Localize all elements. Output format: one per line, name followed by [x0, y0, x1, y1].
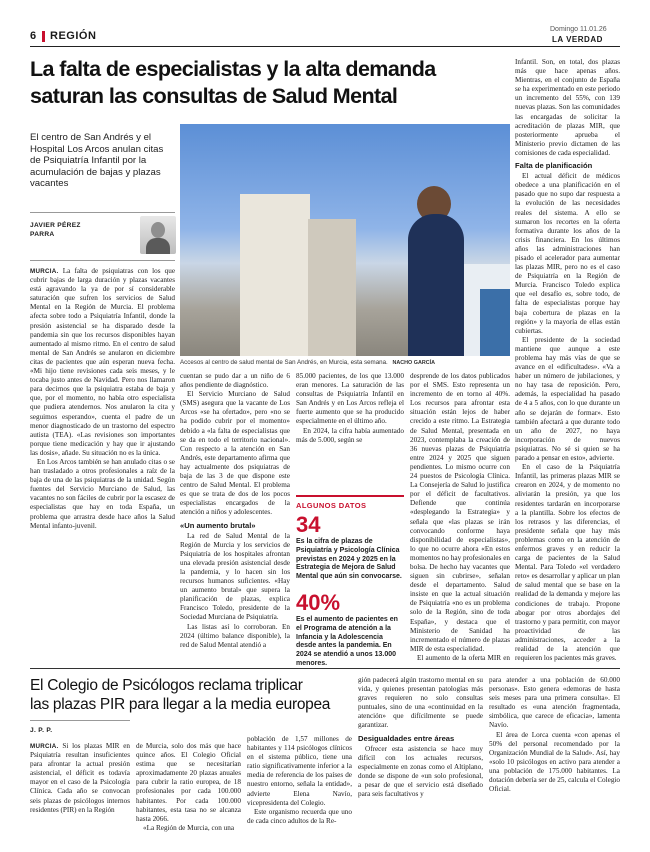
article2-col1-paragraph [30, 742, 130, 815]
data-box-title: ALGUNOS DATOS [296, 501, 367, 510]
header-rule [30, 46, 620, 47]
article1-col4-paragraph: desprende de los datos publicados por el SMS. Esto representa un incremento de en torno al 40%. Los recursos para afrontar esta situación están lejos de haber crecido a este ritmo. La Estrategia de Salud Mental, presentada en 2023, contemplaba la creación de 36 nuevas plazas de Psiquiatría entre 2024 y 2025 que siguen pendientes. Lo mismo ocurre con 24 puestos de Psicología Clínica. La Consejería de Salud lo justifica por el déficit de facultativos. Defiende que continúa «desplegando la Estrategia» y señala que «las plazas se irán convocando conforme haya disponibilidad de especialistas», lo que no ocurre ahora «En estos momentos no hay profesionales en bolsa. De hecho hay vacantes que siguen sin cubrirse», señalan desde el departamento. Salud insiste en que la actual situación de Psiquiatría «no es un problema solo de la Región, sino de toda España», y destaca que el Ministerio de Sanidad ha incrementado el número de plazas MIR de esta especialidad. [410, 372, 510, 653]
article2-col2-paragraph: «La Región de Murcia, con una [143, 823, 235, 832]
article1-photo [180, 124, 510, 356]
article1-col2-paragraph: La red de Salud Mental de la Región de Murcia y los servicios de Psiquiatría de los hospitales afrontan una elevada presión asistencial desde la pandemia, y lo hacen sin los recursos humanos suficientes. «Hay un aumento brutal» que supera la planificación de plazas, explica Francisco Toledo, presidente de la Sociedad Murciana de Psiquiatría. [180, 531, 290, 622]
author-name-line2: PARRA [30, 231, 55, 238]
author-avatar-body [146, 238, 170, 254]
article1-col5-paragraph: Infantil. Son, en total, dos plazas más que hace apenas años. Mientras, en el conjunto de España se ha experimentado en este periodo un incremento del 55%, con 139 nuevas plazas. Son las comunidades las encargadas de solicitar la acreditación de plazas MIR, que posteriormente aprueba el Ministerio previo dictamen de las comisiones de cada especialidad. [515, 58, 620, 157]
page-number: 6 [30, 30, 37, 42]
article2-column-1 [30, 742, 130, 847]
article1-col4-paragraph: El aumento de la oferta MIR en [417, 653, 510, 662]
article2-column-5 [489, 676, 620, 847]
section-label: REGIÓN [50, 30, 97, 42]
article2-col5-paragraph: para atender a una población de 60.000 personas». Esto genera «demoras de hasta seis meses para una primera consulta». El resultado es «una atención fragmentada, simbólica, que carece de eficacia», lamenta Navío. [489, 676, 620, 730]
photo-person-coat [408, 214, 464, 356]
photo-caption: Accesos al centro de salud mental de San Andrés, en Murcia, esta semana. [180, 359, 388, 366]
article2-author-rule [30, 720, 130, 721]
article1-headline-line1: La falta de especialistas y la alta demanda [30, 57, 436, 81]
article1-deck: El centro de San Andrés y el Hospital Los Arcos anulan citas de Psiquiatría Infantil por la acumulación de bajas y plazas vacantes [30, 132, 164, 190]
data-box [296, 495, 404, 667]
section-marker [42, 31, 45, 42]
photo-glass-facade [480, 289, 510, 356]
article1-col1-text: La falta de psiquiatras con los que cubrir bajas de larga duración y plazas vacantes está agravando la ya de por sí considerable saturación que sufren los servicios de Salud Mental en la Región de Murcia. El problema afecta sobre todo a Psiquiatría Infantil, donde la presión asistencial se ha disparado desde la pandemia sin que los recursos disponibles hayan aumentado al mismo ritmo. En el centro de salud mental de San Andrés se anularon en diciembre citas de pacientes que aún esperan nueva fecha. «Mi hijo tiene revisiones cada seis meses, y le tocaba justo antes de Navidad. Pero nos llamaron para decirnos que la psiquiatra estaba de baja y que, por el momento, no había otro especialista que pudiera atendernos. Nos anularon la cita y seguimos esperando», cuenta el padre de un menor diagnosticado de un trastorno del espectro autista (TEA). «Las revisiones son importantes porque tiene medicación y hay que ir ajustando las dosis», añade. Su situación no es la única. [30, 267, 175, 457]
photo-caption-row [180, 359, 510, 366]
article1-col2-paragraph: El Servicio Murciano de Salud (SMS) asegura que la vacante de Los Arcos «se ha ofertado», pero «no se ha podido cubrir por el momento» debido a «la falta de especialistas que se da en todo el territorio nacional». Con respecto a la atención en San Andrés, este departamento afirma que hay actualmente dos psiquiatras de baja de las 3 de que dispone este centro de Salud Mental. El problema es que se trata de dos de los pocos especialistas encargados de la atención a niños y adolescentes. [180, 390, 290, 517]
data-box-top-rule [296, 495, 404, 497]
author-avatar-head [151, 222, 165, 238]
article2-headline [30, 676, 390, 714]
article1-column-4 [410, 372, 510, 662]
article2-author: J. P. P. [30, 727, 53, 734]
article2-column-4 [358, 676, 483, 847]
article1-col1-paragraph [30, 267, 175, 458]
article1-col5-paragraph: El actual déficit de médicos obedece a una planificación en el pasado que no supo dar respuesta a la evolución de las necesidades reales del sistema. A ello se sumaron los recortes en la oferta formativa durante los años de la crisis financiera. En los últimos años las administraciones han pisado el acelerador para aumentar las plazas MIR, pero no es el caso de Psiquiatría en la Región de Murcia. Francisco Toledo explica que «el desafío es, sobre todo, de falta de especialistas porque hay baja cobertura de plazas en la región» y la mayoría de ellas están cubiertas. [515, 172, 620, 335]
article2-headline-line2: las plazas PIR para llegar a la media europea [30, 696, 331, 713]
article1-col3-paragraph: 85.000 pacientes, de los que 13.000 eran menores. La saturación de las consultas de Psiquiatría Infantil en San Andrés y en Los Arcos refleja el fuerte aumento que se ha producido especialmente en el último año. [296, 372, 404, 426]
article1-col5-paragraph: El presidente de la sociedad mantiene que aunque a este problema hay más vías de que se avance en el «dificultades». «Va a haber un número de jubilaciones, y no hay tasa de reposición. Pero, además, la especialidad ha pasado de 4 a 5 años, con lo que durante un año se dejarán de formar». Esto también afectará a que durante todo un año de 2027, no haya incorporación de nuevos psiquiatras. No sé si quien se ha parado a pensar en esto», advierte. [515, 335, 620, 463]
photo-building-left [240, 194, 310, 356]
article1-col3-paragraph: En 2024, la cifra había aumentado más de 5.000, según se [296, 426, 404, 444]
article1-col2-paragraph: cuentan se pudo dar a un niño de 6 años pendiente de diagnóstico. [180, 372, 290, 390]
photo-building-mid [308, 219, 356, 356]
article2-column-2 [136, 742, 241, 847]
data-box-stat-2: 40% [296, 589, 341, 615]
photo-credit: NACHO GARCÍA [392, 360, 436, 366]
article1-column-1 [30, 267, 175, 662]
article2-col1-text: Si los plazas MIR en Psiquiatría resultan insuficientes para afrontar la actual presión asistencial, el déficit es todavía mayor en el caso de la Psicología Clínica. Cada año se convocan seis plazas de psicólogos internos residentes (PIR) en la Región [30, 742, 130, 814]
author-name: JAVIER PÉREZ [30, 222, 81, 229]
article1-column-3 [296, 372, 404, 490]
article1-subhead: Falta de planificación [515, 161, 593, 171]
dateline: MURCIA. [30, 743, 59, 750]
data-box-stat-1: 34 [296, 512, 321, 537]
article2-subhead: Desigualdades entre áreas [358, 733, 455, 743]
article1-subhead: «Un aumento brutal» [180, 520, 256, 530]
author-bottom-rule [30, 260, 175, 261]
article1-headline-line2: saturan las consultas de Salud Mental [30, 84, 398, 108]
article2-col2-paragraph: de Murcia, solo dos más que hace quince años. El Colegio Oficial estima que se necesitarían aproximadamente 20 plazas anuales para cubrir la ratio europea, de 18 profesionales por cada 100.000 habitantes. Por cada 100.000 habitantes, esta tasa no se alcanza hasta 2066. [136, 742, 241, 823]
data-box-text-2: Es el aumento de pacientes en el Programa de atención a la Infancia y la Adolescencia desde antes la pandemia. En 2024 se atendió a unos 13.000 menores. [296, 615, 398, 667]
article1-column-5 [515, 58, 620, 662]
author-avatar [140, 216, 176, 254]
article1-headline [30, 56, 510, 110]
article1-column-2 [180, 372, 290, 662]
article2-col5-paragraph: El área de Lorca cuenta «con apenas el 50% del personal recomendado por la Organización Mundial de la Salud». Así, hay «solo 10 psicólogos en activo para atender a una población de 175.000 habitantes. La dotación debería ser de 25, calcula el Colegio Oficial. [489, 730, 620, 794]
article1-col1-paragraph: En Los Arcos también se han anulado citas o se han trasladado a otros profesionales a raíz de la baja de una de las psiquiatras de la unidad. Según fuentes del Servicio Murciano de Salud, las vacantes no son fáciles de cubrir por la escasez de especialistas que hay en toda España, un problema que arrastra desde hace años la Salud Mental infanto-juvenil. [30, 457, 175, 530]
article2-col3-paragraph: población de 1,57 millones de habitantes y 114 psicólogos clínicos en el sistema público, tiene una ratio significativamente inferior a la media de referencia de los países de nuestro entorno, señala la entidad», advierte Elena Navío, vicepresidenta del Colegio. [247, 735, 352, 807]
article2-col4-paragraph: gión padecerá algún trastorno mental en su vida, y quienes presentan patologías más graves requieren no solo consultas puntuales, sino de una «continuidad en la atención» que difícilmente se puede garantizar. [358, 676, 483, 730]
author-rule [30, 212, 175, 213]
article2-column-3 [247, 735, 352, 847]
data-box-text-1: Es la cifra de plazas de Psiquiatría y Psicología Clínica previstas en 2024 y 2025 en la Estrategia de Mejora de Salud Mental que aún sin convocarse. [296, 538, 402, 581]
article1-col5-paragraph: En el caso de la Psiquiatría Infantil, las primeras plazas MIR se crearon en 2024, y de momento no aliviarán la presión, ya que los residentes tardarán en incorporarse a la plantilla. Sobre los efectos de los retrasos y las diferencias, el presidente señala que hay más problemas como en la atención de enfermos graves y en reducir la carga de pacientes de la Salud Mental. Para Toledo «el verdadero reto» es desarrollar y aplicar un plan de salud mental que se base en la realidad de la demanda y mejore las condiciones de trabajo. Propone abogar por otros abordajes del trastorno y para permitir, con mayor proactividad de las administraciones, acceder a la realidad de la atención que requieren los pacientes más graves. [515, 463, 620, 662]
article1-col2-paragraph: Las listas así lo corroboran. En 2024 (último balance disponible), la red de Salud Mental atendió a [180, 622, 290, 649]
article2-col4-paragraph: Ofrecer esta asistencia se hace muy difícil con los actuales recursos, especialmente en zonas como el Altiplano, donde se dispone de «un solo profesional, a pesar de que el servicio está diseñado para seis facultativos y [358, 744, 483, 799]
article-separator [30, 668, 620, 669]
dateline: MURCIA. [30, 268, 59, 275]
newspaper-name: LA VERDAD [552, 35, 603, 44]
issue-date: Domingo 11.01.26 [550, 26, 607, 33]
article2-col3-paragraph: Este organismo recuerda que uno de cada cinco adultos de la Re- [247, 807, 352, 825]
article2-headline-line1: El Colegio de Psicólogos reclama triplicar [30, 677, 303, 694]
